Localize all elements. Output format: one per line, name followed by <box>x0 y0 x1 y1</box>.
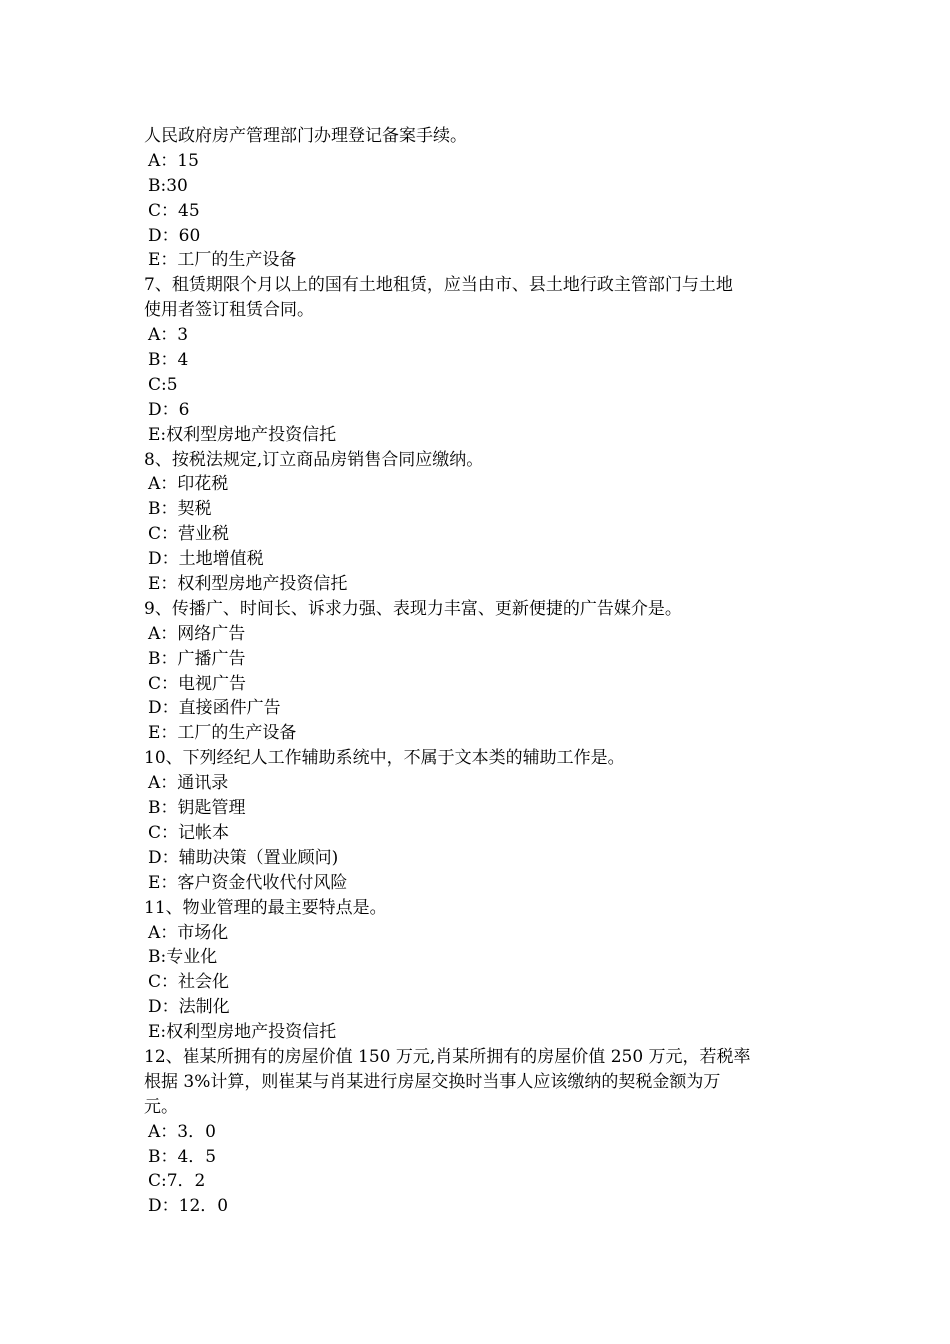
question-text: 元。 <box>144 1096 178 1117</box>
answer-option: D：辅助决策（置业顾问) <box>148 847 339 868</box>
answer-option: B：契税 <box>148 499 212 520</box>
answer-option: E:权利型房地产投资信托 <box>148 424 337 445</box>
answer-option: A：市场化 <box>148 922 229 943</box>
question-text: 9、传播广、时间长、诉求力强、表现力丰富、更新便捷的广告媒介是。 <box>144 598 682 619</box>
answer-option: A：网络广告 <box>148 623 246 644</box>
answer-option: E：工厂的生产设备 <box>148 723 297 744</box>
answer-option: E：权利型房地产投资信托 <box>148 574 348 595</box>
answer-option: C：营业税 <box>148 524 230 545</box>
answer-option: C:5 <box>148 374 178 395</box>
question-text: 11、物业管理的最主要特点是。 <box>144 897 387 918</box>
answer-option: D：直接函件广告 <box>148 698 281 719</box>
answer-option: E：客户资金代收代付风险 <box>148 872 348 893</box>
answer-option: B：4 <box>148 350 189 371</box>
answer-option: C：45 <box>148 200 200 221</box>
question-text: 12、崔某所拥有的房屋价值 150 万元,肖某所拥有的房屋价值 250 万元，若税率 <box>144 1046 751 1067</box>
answer-option: B：钥匙管理 <box>148 798 246 819</box>
answer-option: E：工厂的生产设备 <box>148 250 297 271</box>
answer-option: C：电视广告 <box>148 673 247 694</box>
question-text: 使用者签订租赁合同。 <box>144 300 314 321</box>
answer-option: A：3 <box>148 325 189 346</box>
question-text: 7、租赁期限个月以上的国有土地租赁，应当由市、县土地行政主管部门与土地 <box>144 275 733 296</box>
answer-option: D：60 <box>148 225 201 246</box>
answer-option: B:专业化 <box>148 947 218 968</box>
answer-option: E:权利型房地产投资信托 <box>148 1022 337 1043</box>
answer-option: D：6 <box>148 399 190 420</box>
answer-option: D：12．0 <box>148 1196 229 1217</box>
answer-option: A：15 <box>148 150 199 171</box>
answer-option: B：4．5 <box>148 1146 217 1167</box>
answer-option: A：3．0 <box>148 1121 216 1142</box>
answer-option: A：印花税 <box>148 474 229 495</box>
answer-option: D：法制化 <box>148 997 230 1018</box>
answer-option: C：记帐本 <box>148 822 230 843</box>
answer-option: B：广播广告 <box>148 648 246 669</box>
question-text: 10、下列经纪人工作辅助系统中，不属于文本类的辅助工作是。 <box>144 748 625 769</box>
document-body <box>144 124 814 1219</box>
answer-option: C：社会化 <box>148 972 230 993</box>
question-text: 8、按税法规定,订立商品房销售合同应缴纳。 <box>144 449 484 470</box>
answer-option: D：土地增值税 <box>148 549 264 570</box>
question-text: 根据 3%计算，则崔某与肖某进行房屋交换时当事人应该缴纳的契税金额为万 <box>144 1071 721 1092</box>
answer-option: A：通讯录 <box>148 773 229 794</box>
answer-option: C:7．2 <box>148 1171 206 1192</box>
question-text: 人民政府房产管理部门办理登记备案手续。 <box>144 126 467 146</box>
answer-option: B:30 <box>148 175 188 196</box>
